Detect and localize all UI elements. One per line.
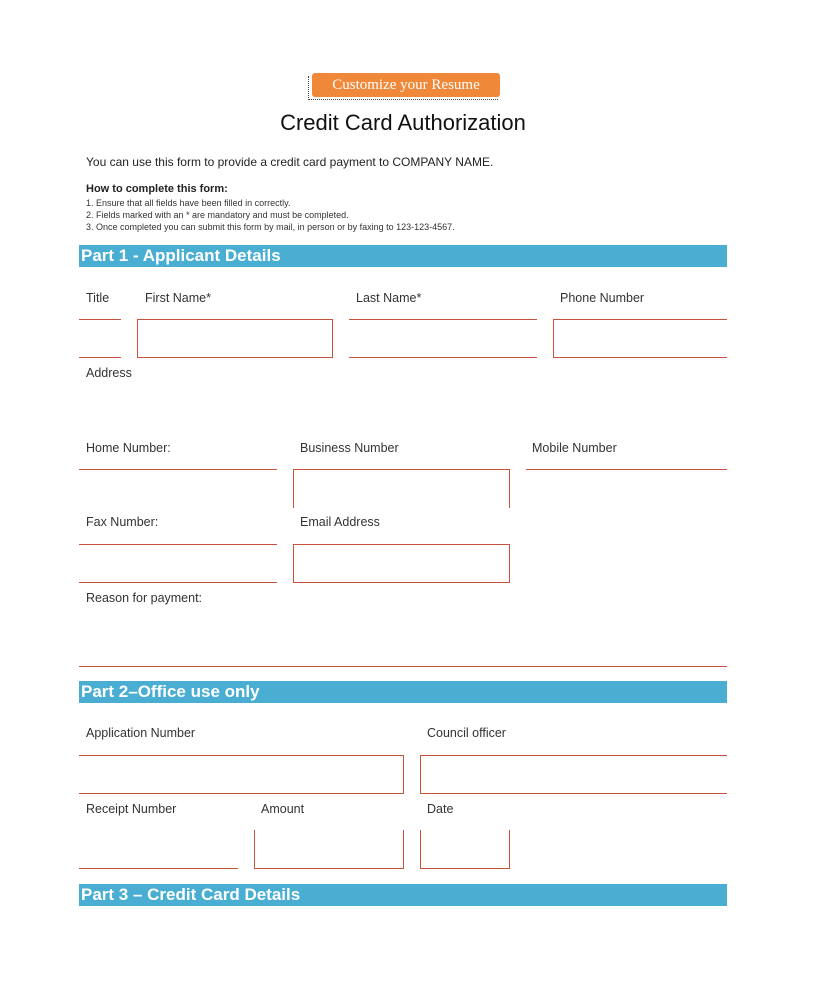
label-date: Date	[427, 802, 454, 816]
label-reason-for-payment: Reason for payment:	[86, 591, 203, 605]
label-title: Title	[86, 291, 110, 305]
last-name-field-bottom-line	[349, 357, 537, 358]
home-number-field[interactable]	[79, 470, 277, 507]
amount-field[interactable]	[254, 830, 404, 869]
howto-line-2: 2. Fields marked with an * are mandatory and must be completed.	[86, 210, 349, 220]
label-mobile-number: Mobile Number	[532, 441, 617, 455]
label-address: Address	[86, 366, 132, 380]
email-address-field[interactable]	[293, 544, 510, 583]
label-last-name: Last Name*	[356, 291, 422, 305]
reason-for-payment-line	[79, 666, 727, 667]
label-receipt-number: Receipt Number	[86, 802, 177, 816]
receipt-number-field[interactable]	[79, 830, 238, 868]
fax-number-field-bottom-line	[79, 582, 277, 583]
intro-text: You can use this form to provide a credit card payment to COMPANY NAME.	[86, 155, 494, 169]
mobile-number-field[interactable]	[526, 470, 727, 507]
date-field[interactable]	[420, 830, 510, 869]
reason-for-payment-field[interactable]	[79, 610, 727, 665]
label-application-number: Application Number	[86, 726, 196, 740]
label-business-number: Business Number	[300, 441, 399, 455]
phone-number-field[interactable]	[553, 319, 727, 358]
section-heading-part3: Part 3 – Credit Card Details	[79, 884, 727, 906]
title-field-bottom-line	[79, 357, 121, 358]
first-name-field[interactable]	[137, 319, 333, 358]
fax-number-field[interactable]	[79, 545, 277, 582]
council-officer-field[interactable]	[420, 755, 727, 794]
label-first-name: First Name*	[145, 291, 211, 305]
label-council-officer: Council officer	[427, 726, 506, 740]
howto-line-1: 1. Ensure that all fields have been filled in correctly.	[86, 198, 291, 208]
application-number-field[interactable]	[79, 755, 404, 794]
label-amount: Amount	[261, 802, 305, 816]
receipt-number-field-line	[79, 868, 238, 869]
label-home-number: Home Number:	[86, 441, 171, 455]
howto-heading: How to complete this form:	[86, 183, 228, 195]
business-number-field[interactable]	[293, 469, 510, 508]
last-name-field[interactable]	[349, 320, 537, 357]
section-heading-part1: Part 1 - Applicant Details	[79, 245, 727, 267]
howto-line-3: 3. Once completed you can submit this form by mail, in person or by faxing to 123-123-4567.	[86, 222, 455, 232]
label-email-address: Email Address	[300, 515, 380, 529]
title-field[interactable]	[79, 320, 121, 357]
label-fax-number: Fax Number:	[86, 515, 159, 529]
customize-resume-button[interactable]: Customize your Resume	[312, 73, 500, 97]
section-heading-part2: Part 2–Office use only	[79, 681, 727, 703]
label-phone-number: Phone Number	[560, 291, 645, 305]
address-field[interactable]	[79, 384, 727, 424]
page-title: Credit Card Authorization	[280, 110, 526, 135]
